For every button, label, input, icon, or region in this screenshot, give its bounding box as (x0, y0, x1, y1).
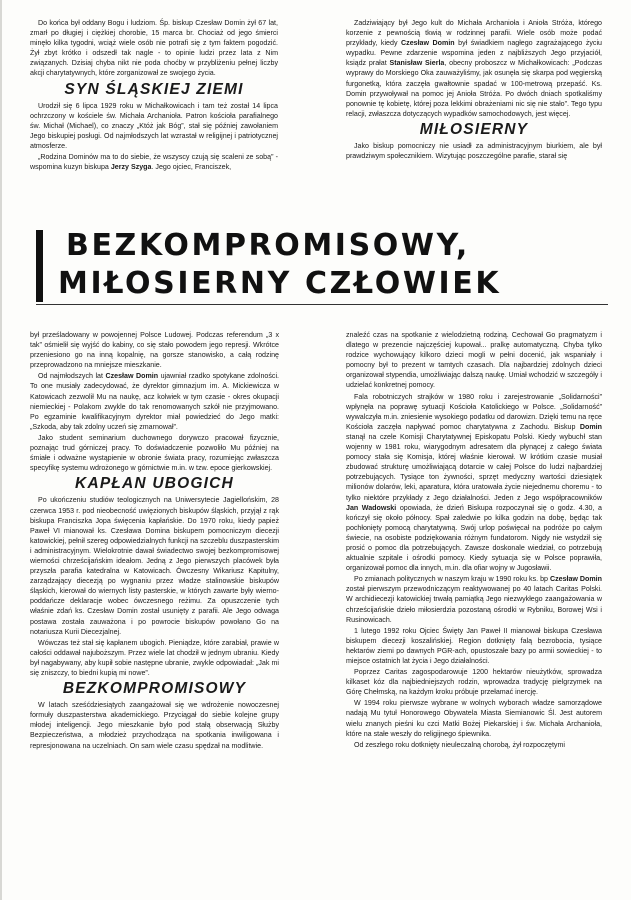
paragraph: Jako student seminarium duchownego dorywczo pracował fizycznie, poznając trud górniczej pracy. To doświadczenie pozwoliło Mu później na śmiałe i odważne wystąpienie w obronie świata pracy, rozumiejąc zwłaszcza specyfikę systemu wdrożonego w górnictwie m.in. w tzw. epoce gierkowskiej. (30, 433, 279, 473)
scan-edge-left (0, 0, 2, 900)
text-span: Od najmłodszych lat (38, 372, 106, 381)
paragraph: Po ukończeniu studiów teologicznych na Uniwersytecie Jagiellońskim, 28 czerwca 1953 r. pod nieobecność uwięzionych biskupów śląskich, przyjął z rąk biskupa Franciszka Jopa święcenia kapłańskie. Do 1970 roku, kiedy papież Paweł VI mianował ks. Czesława Domina biskupem pomocniczym diecezji katowickiej, pełnił szereg odpowiedzialnych funkcji na szczeblu duszpasterskim i administracyjnym. Wielokrotnie dawał świadectwo swojej bezkompromisowej wierności chrześcijańskim ideałom. Jedną z Jego pierwszych placówek była przyszła parafia katedralna w Katowicach. Ówczesny Wikariusz Kapitulny, zarządzający diecezją po wygnaniu przez władze stalinowskie biskupów śląskich, kierował do wiernych listy pasterskie, w których zawarte były wiernopoddańcze deklaracje wobec ówczesnego reżimu. Za opuszczenie tych właśnie zdań ks. Czesław Domin został usunięty z parafii. Ale Jego odwaga postawa została zauważona i po powrocie biskupów powołano Go na notariusza Kurii Diecezjalnej. (30, 496, 279, 636)
paragraph: 1 lutego 1992 roku Ojciec Święty Jan Paweł II mianował biskupa Czesława biskupem diecezji koszalińskiej. Region dotknięty falą bezrobocia, tysiące hektarów ziemi po dawnych PGR-ach, opustoszałe bazy po armii sowieckiej - to miejsce ostatnich lat życia i Jego działalności. (346, 626, 602, 665)
paragraph: W latach sześćdziesiątych zaangażował się we wdrożenie nowoczesnej formuły duszpasterstwa akademickiego. Przyciągał do siebie kolejne grupy młodej inteligencji. Jego mieszkanie było pod stałą obserwacją Służby Bezpieczeństwa, a młodzież przychodząca na spotkania inwiligowana i represjonowana na uczelniach. On sam wiele czasu spędzał na modlitwie. (30, 701, 279, 750)
paragraph: Wówczas też stał się kapłanem ubogich. Pieniądze, które zarabiał, prawie w całości oddawał najuboższym. Przez wiele lat chodził w jednym ubraniu. Kiedy był nagabywany, aby kupił sobie następne ubranie, zwykle odpowiadał: „Jak mi się zniszczy, to biedni kupią mi nowe”. (30, 638, 279, 677)
section-heading: BEZKOMPROMISOWY (62, 680, 247, 698)
paragraph: znaleźć czas na spotkanie z wielodzietną rodziną. Cechował Go pragmatyzm i dlatego w prezencie najczęściej kupował... pralkę automatyczną. Chyba tylko rodzice wychowujący kilkoro dzieci mogli w pełni docenić, jak wspaniały i pomocny był to prezent w tamtych czasach. Dla najbardziej zdolnych dzieci organizował stypendia, umożliwiając dalszą naukę. Umiał wchodzić w szczegóły i udzielać konkretnej pomocy. (346, 331, 602, 390)
text-span: ujawniał rzadko spotykane zdolności. To one musiały zadecydować, że dyrektor gimnazjum im. A. Mickiewicza w Katowicach zezwolił Mu na naukę, acz kolwiek w tym czasie - okres okupacji niemieckiej - Polakom zwykle do tak renomowanych szkół nie przyjmowano. Po egzaminie kwalifikacyjnym dyrektor miał powiedzieć do Jego matki: „Szkoda, aby tak zdolny uczeń się zmarnował”. (30, 372, 279, 431)
headline-line-1: BEZKOMPROMISOWY, (66, 228, 470, 263)
headline-line-2: MIŁOSIERNY CZŁOWIEK (58, 266, 502, 301)
text-span: . Jego ojciec, Franciszek, (151, 163, 232, 172)
bottom-right-column (346, 330, 602, 750)
paragraph: Od zeszłego roku dotknięty nieuleczalną chorobą, żył rozpoczętymi (354, 740, 565, 749)
paragraph: W 1994 roku pierwsze wybrane w wolnych wyborach władze samorządowe nadają Mu tytuł Honorowego Obywatela Miasta Siemianowic Śl. Jest autorem wielu znanych pieśni ku czci Matki Bożej Piekarskiej i św. Michała Archanioła, które na stałe weszły do religijnego śpiewnika. (346, 699, 602, 738)
section-heading: MIŁOSIERNY (419, 120, 529, 138)
text-span: „Rodzina Dominów ma to do siebie, że wszyscy czują się scaleni ze sobą” - wspomina kuzyn biskupa (30, 153, 278, 172)
bottom-left-column (30, 330, 279, 751)
article-headline (26, 226, 606, 304)
paragraph (30, 152, 278, 172)
top-left-column (30, 18, 278, 172)
bold-name: Czesław Domin (105, 372, 159, 381)
bold-name: Domin (579, 422, 602, 431)
text-span: stanął na czele Komisji Charytatywnej Episkopatu Polski. Kiedy wybuchł stan wojenny w 1981 roku, wiarygodnym adresatem dla płynącej z całego świata pomocy stała się Komisja, której właśnie kierował. W krótkim czasie musiał zbudować strukturę umożliwiającą dotarcie w całej Polsce do ludzi najbardziej potrzebujących. Tysiące ton żywności, sprzęt medyczny wartości dziesiątek milionów dolarów, leki, aparatura, która uratowała życie niejednemu choremu - to tylko niektóre przykłady z Jego działalności. Jeden z Jego współpracowników (346, 432, 602, 502)
text-span: Fala robotniczych strajków w 1980 roku i zarejestrowanie „Solidarności” wpłynęła na poprawę sytuacji Kościoła Katolickiego w Polsce. „Solidarność” wywalczyła m.in. zniesienie wysokiego podatku od darowizn. Dzięki temu na ręce Kościoła zaczęła napływać pomoc charytatywna z Zachodu. Biskup (346, 392, 602, 431)
bold-name: Czesław Domin (549, 575, 602, 584)
paragraph (30, 371, 279, 432)
paragraph: Jako biskup pomocniczy nie usiadł za administracyjnym biurkiem, ale był prawdziwym społecznikiem. Wizytując poszczególne parafie, starał się (346, 142, 602, 161)
text-span: Zadziwiający był Jego kult do Michała Archanioła i Anioła Stróża, którego korzenie z pewnością tkwią w rodzinnej parafii. Wiele osób może podać przykłady, kiedy (346, 19, 602, 48)
headline-rule (36, 304, 608, 305)
paragraph: był prześladowany w powojennej Polsce Ludowej. Podczas referendum „3 x tak” ośmielił się wyjść do kabiny, co się stało powodem jego represji. Wkrótce przeniesiono go na inną kopalnię, na gorsze stanowisko, a całą rodzinę przeprowadzono na mniejsze mieszkanie. (30, 331, 279, 370)
paragraph (346, 18, 602, 119)
section-heading: KAPŁAN UBOGICH (75, 475, 234, 493)
section-heading: SYN ŚLĄSKIEJ ZIEMI (64, 80, 244, 98)
text-span: opowiada, że dzień Biskupa rozpoczynał się o godz. 4.30, a kończył się około północy. Spał zaledwie po kilka godzin na dobę, będąc tak pochłonięty pomocą charytatywną. Swój urlop poświęcał na podróże po całym świecie, na osobiste podziękowania różnym fundatorom. Nigdy nie wstydził się prosić o pomoc dla potrzebujących. Zawsze doskonale wiedział, co potrzebują aktualnie szpitale i ośrodki pomocy. Kiedy sytuacja się w Polsce poprawiła, organizował pomoc dla innych, m.in. dla ofiar wojny w Jugosławii. (346, 503, 602, 573)
paragraph: Urodził się 6 lipca 1929 roku w Michałkowicach i tam też został 14 lipca ochrzczony w kościele św. Michała Archanioła. Patron kościoła parafialnego św. Michał (Michael), co znaczy „Któż jak Bóg”, stał się później zawołaniem Jego biskupiej posługi. Od najmłodszych lat wzrastał w religijnej i patriotycznej atmosferze. (30, 101, 278, 151)
top-right-column (346, 18, 602, 161)
bold-name: Jan Wadowski (346, 503, 397, 512)
paragraph: Poprzez Caritas zagospodarowuje 1200 hektarów nieużytków, sprowadza kilkaset kóz dla najbiedniejszych rodzin, wprowadza tradycję pielgrzymek na Górę Chełmską, na każdym kroku próbuje przełamać inercję. (346, 668, 602, 697)
bold-name: Czesław Domin (401, 39, 455, 48)
text-span: został pierwszym przewodniczącym reaktywowanej po 40 latach Caritas Polski. W archidiecezji katowickiej trwałą pamiątką Jego niezwykłego zaangażowania w chrześcijańskie dzieło miłosierdzia pozostaną ośrodki w Rybniku, Borowej Wsi i Rusinowicach. (346, 585, 602, 624)
paragraph (346, 392, 602, 574)
text-span: , obecny proboszcz w Michałkowicach: „Podczas wyprawy do Morskiego Oka zauważyliśmy, jak osunęła się skarpa pod węgierską furgonetką, która zaczęła gwałtownie spadać w 100-metrową przepaść. Ks. Domin przywoływał na pomoc jej Anioła Stróża. Po dwóch dniach spotkaliśmy ponownie tę kobietę, której poza lekkimi obrażeniami nic się nie stało”. Tego typu relacji, zwłaszcza dotyczących wypadków samochodowych, jest więcej. (346, 59, 602, 118)
paragraph: Do końca był oddany Bogu i ludziom. Śp. biskup Czesław Domin żył 67 lat, zmarł po długiej i ciężkiej chorobie, 15 marca br. Chociaż od jego śmierci minęło kilka tygodni, wciąż wiele osób nie potrafi się z tym faktem pogodzić. Żył zbyt krótko i odszedł tak nagle - to opinie ludzi przez lata z Nim związanych. Dzisiaj chyba nikt nie poda choćby w przybliżeniu pełnej liczby akcji charytatywnych, które zorganizował ze swojego życia. (30, 19, 278, 78)
paragraph (346, 574, 602, 624)
text-span: Po zmianach politycznych w naszym kraju w 1990 roku ks. bp (354, 575, 550, 584)
headline-bar (36, 230, 43, 302)
bold-name: Jerzy Szyga (110, 163, 152, 172)
text-span: był świadkiem nagłego zagrażającego życiu wypadku. Pewne zdarzenie wspomina jeden z najbliższych Jego przyjaciół, ksiądz prałat (346, 39, 602, 68)
bold-name: Stanisław Sierla (389, 59, 445, 68)
